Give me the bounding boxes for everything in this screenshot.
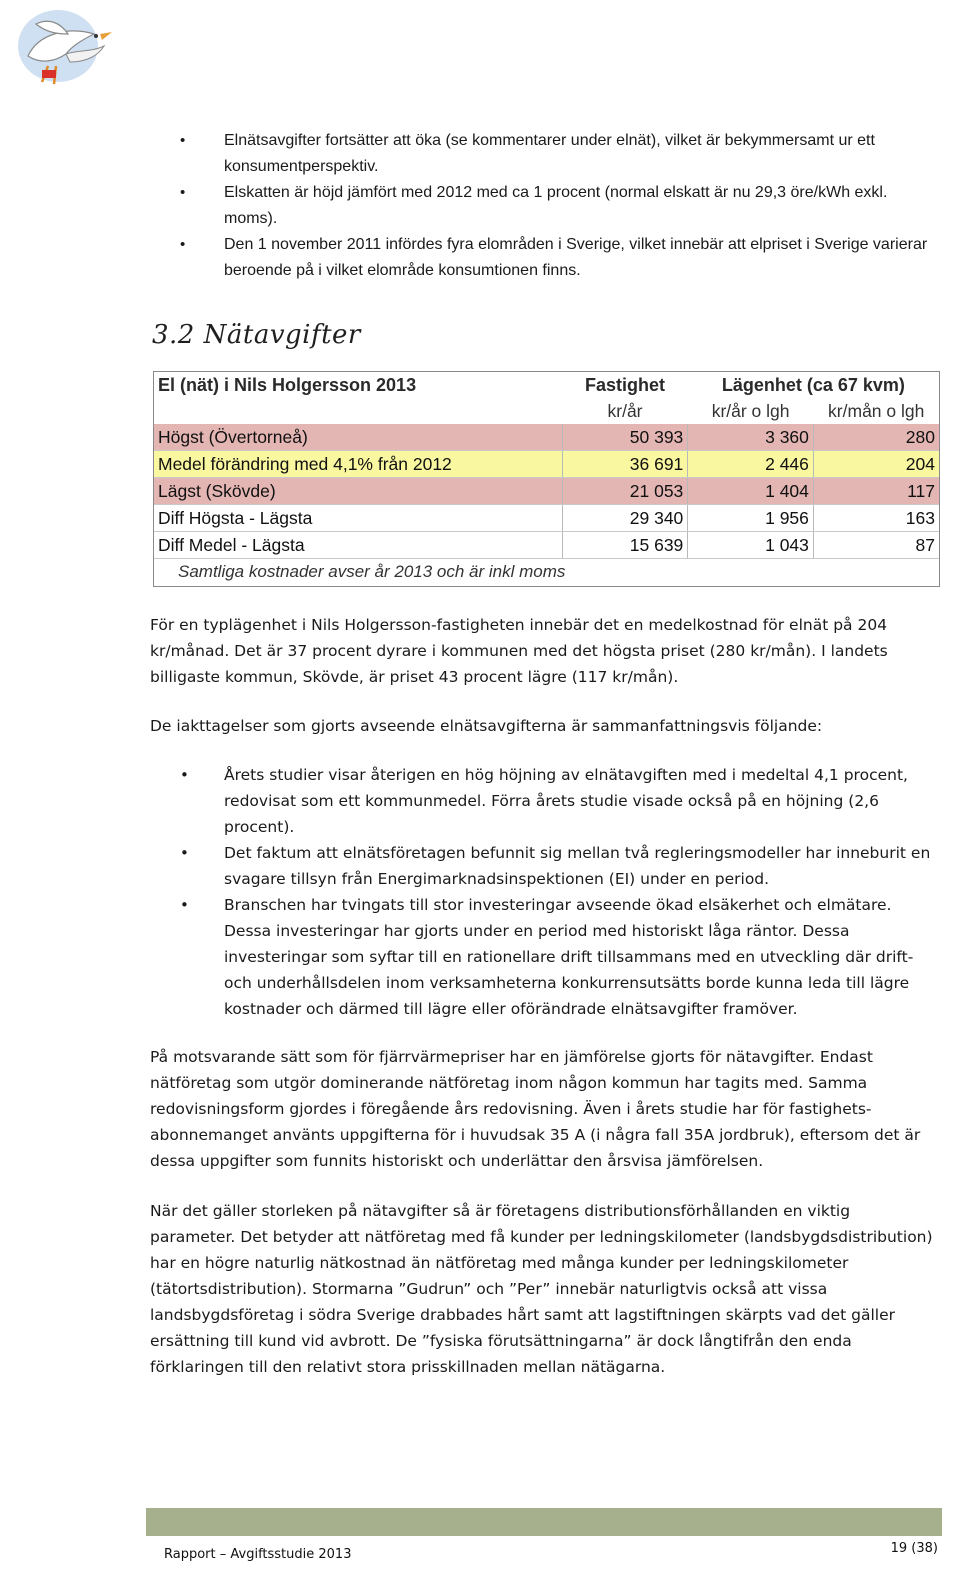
- list-item: • Elskatten är höjd jämfört med 2012 med ca 1 procent (normal elskatt är nu 29,3 öre/kWh exkl. moms).: [180, 180, 940, 232]
- table-empty-cell: [154, 398, 562, 424]
- cell-value: 280: [813, 424, 939, 451]
- table-row: [154, 505, 939, 532]
- cell-value: 87: [813, 532, 939, 559]
- cell-value: 3 360: [688, 424, 814, 451]
- cell-value: 50 393: [562, 424, 688, 451]
- goose-logo-icon: [8, 4, 120, 92]
- table-row: [154, 532, 939, 559]
- cell-value: 117: [813, 478, 939, 505]
- list-item: • Branschen har tvingats till stor investeringar avseende ökad elsäkerhet och elmätare. Dessa investeringar har gjorts under en period med historiskt låga räntor. Dessa investeringar som syftar till en rationellare drift tillsammans med en utveckling där drift- och underhållsdelen inom verksamheterna konkurrensutsätts borde kunna leda till lägre kostnader och därmed till lägre eller oförändrade elnätsavgifter framöver.: [180, 892, 940, 1022]
- cell-value: 21 053: [562, 478, 688, 505]
- cell-value: 163: [813, 505, 939, 532]
- table-row: [154, 451, 939, 478]
- footer-bar: [146, 1508, 942, 1536]
- paragraph: När det gäller storleken på nätavgifter så är företagens distributionsförhållanden en viktig parameter. Det betyder att nätföretag med få kunder per ledningskilometer (landsbygdsdistribution) har en högre naturlig nätkostnad än nätföretag med många kunder per ledningskilometer (tätortsdistribution). Stormarna ”Gudrun” och ”Per” innebär naturligtvis också att vissa landsbygdsföretag i södra Sverige drabbades hårt samt att lagstiftningen skärpts vad det gäller ersättning till kund vid avbrott. De ”fysiska förutsättningarna” är dock långtifrån den enda förklaringen till den relativt stora prisskillnaden mellan nätägarna.: [150, 1202, 933, 1376]
- column-header-fastighet: Fastighet: [584, 374, 665, 395]
- cell-value: 204: [813, 451, 939, 478]
- top-bullet-list: [180, 128, 940, 284]
- row-label: Medel förändring med 4,1% från 2012: [154, 451, 562, 478]
- list-item: • Elnätsavgifter fortsätter att öka (se kommentarer under elnät), vilket är bekymmersamt ur ett konsumentperspektiv.: [180, 128, 940, 180]
- list-item: • Årets studier visar återigen en hög höjning av elnätavgiften med i medeltal 4,1 procent, redovisat som ett kommunmedel. Förra årets studie visade också på en höjning (2,6 procent).: [180, 762, 940, 840]
- cell-value: 29 340: [562, 505, 688, 532]
- cell-value: 15 639: [562, 532, 688, 559]
- row-label: Diff Högsta - Lägsta: [154, 505, 562, 532]
- paragraph: På motsvarande sätt som för fjärrvärmepriser har en jämförelse gjorts för nätavgifter. Endast nätföretag som utgör dominerande nätföretag inom någon kommun har tagits med. Samma redovisningsform gjordes i föregående års redovisning. Även i årets studie har för fastighets-abonnemanget använts uppgifterna för i huvudsak 35 A (i några fall 35A jordbruk), eftersom det är dessa uppgifter som funnits historiskt och underlättar den årsvisa jämförelsen.: [150, 1048, 921, 1170]
- table-note: Samtliga kostnader avser år 2013 och är inkl moms: [178, 562, 566, 581]
- unit-header: kr/år o lgh: [711, 400, 790, 421]
- cell-value: 1 043: [688, 532, 814, 559]
- section-heading: 3.2 Nätavgifter: [152, 320, 361, 350]
- price-table: [153, 371, 940, 587]
- row-label: Diff Medel - Lägsta: [154, 532, 562, 559]
- paragraph: De iakttagelser som gjorts avseende elnätsavgifterna är sammanfattningsvis följande:: [150, 717, 823, 735]
- cell-value: 1 956: [688, 505, 814, 532]
- cell-value: 1 404: [688, 478, 814, 505]
- observations-list: [180, 762, 940, 1022]
- table-row: [154, 478, 939, 505]
- unit-header: kr/mån o lgh: [828, 400, 925, 421]
- unit-header: kr/år: [607, 400, 643, 421]
- row-label: Lägst (Skövde): [154, 478, 562, 505]
- list-item: • Det faktum att elnätsföretagen befunnit sig mellan två regleringsmodeller har inneburit en svagare tillsyn från Energimarknadsinspektionen (EI) under en period.: [180, 840, 940, 892]
- paragraph: För en typlägenhet i Nils Holgersson-fastigheten innebär det en medelkostnad för elnät på 204 kr/månad. Det är 37 procent dyrare i kommunen med det högsta priset (280 kr/mån). I landets billigaste kommun, Skövde, är priset 43 procent lägre (117 kr/mån).: [150, 616, 888, 686]
- column-header-lagenhet: Lägenhet (ca 67 kvm): [721, 374, 905, 395]
- cell-value: 36 691: [562, 451, 688, 478]
- footer-report-title: Rapport – Avgiftsstudie 2013: [164, 1547, 352, 1562]
- row-label: Högst (Övertorneå): [154, 424, 562, 451]
- table-row: [154, 424, 939, 451]
- cell-value: 2 446: [688, 451, 814, 478]
- table-title: El (nät) i Nils Holgersson 2013: [158, 374, 417, 395]
- page-number: 19 (38): [890, 1541, 938, 1556]
- list-item: • Den 1 november 2011 infördes fyra elområden i Sverige, vilket innebär att elpriset i Sverige varierar beroende på i vilket elområde konsumtionen finns.: [180, 232, 940, 284]
